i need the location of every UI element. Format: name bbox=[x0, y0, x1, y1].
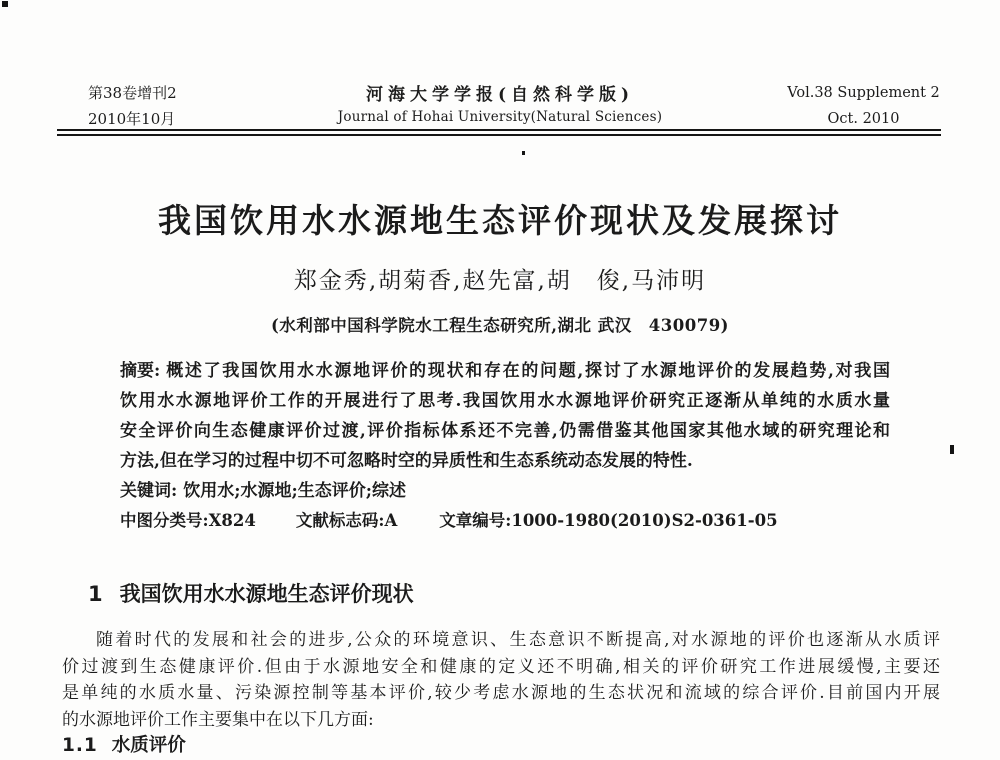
keywords-line bbox=[120, 476, 890, 506]
clc-label: 中图分类号: bbox=[120, 511, 209, 530]
scan-artifact bbox=[950, 445, 954, 454]
body-line: 是单纯的水质水量、污染源控制等基本评价,较少考虑水源地的生态状况和流域的综合评价.目前国内开展 bbox=[62, 683, 940, 703]
scan-artifact bbox=[522, 151, 525, 155]
date-en: Oct. 2010 bbox=[827, 111, 900, 127]
section-1-number: 1 bbox=[88, 582, 103, 606]
section-1-1-title: 水质评价 bbox=[111, 735, 186, 756]
article-id-value: 1000-1980(2010)S2-0361-05 bbox=[511, 511, 778, 530]
doc-code-label: 文献标志码: bbox=[295, 511, 385, 530]
abstract-block bbox=[120, 356, 890, 536]
journal-title-cn: 河海大学学报(自然科学版) bbox=[365, 85, 635, 105]
section-1-title: 我国饮用水水源地生态评价现状 bbox=[119, 582, 414, 606]
header-double-rule bbox=[57, 129, 941, 136]
section-1-1-number: 1.1 bbox=[62, 735, 98, 756]
keywords-text: 饮用水;水源地;生态评价;综述 bbox=[183, 481, 407, 501]
abstract-text: 概述了我国饮用水水源地评价的现状和存在的问题,探讨了水源地评价的发展趋势,对我国 bbox=[166, 361, 890, 381]
classification-line bbox=[120, 506, 890, 536]
abstract-line: 方法,但在学习的过程中切不可忽略时空的异质性和生态系统动态发展的特性. bbox=[120, 451, 693, 471]
article-id-label: 文章编号: bbox=[439, 511, 512, 530]
body-paragraph bbox=[62, 627, 940, 733]
scan-artifact bbox=[2, 1, 8, 7]
article-authors: 郑金秀,胡菊香,赵先富,胡 俊,马沛明 bbox=[293, 268, 707, 294]
body-line: 随着时代的发展和社会的进步,公众的环境意识、生态意识不断提高,对水源地的评价也逐渐从水质评 bbox=[96, 630, 940, 650]
spacer bbox=[256, 506, 296, 536]
abstract-line bbox=[120, 356, 890, 386]
article-affiliation: (水利部中国科学院水工程生态研究所,湖北 武汉 430079) bbox=[271, 316, 729, 335]
spacer bbox=[397, 506, 439, 536]
header-volume-en-block bbox=[786, 80, 941, 132]
body-line: 价过渡到生态健康评价.但由于水源地安全和健康的定义还不明确,相关的评价研究工作进展缓慢,主要还 bbox=[62, 656, 940, 677]
doc-code-value: A bbox=[384, 511, 398, 530]
keywords-label: 关键词: bbox=[120, 481, 184, 501]
journal-title-en: Journal of Hohai University(Natural Sciences) bbox=[337, 109, 663, 125]
abstract-label: 摘要: bbox=[120, 361, 167, 381]
abstract-line: 饮用水水源地评价工作的开展进行了思考.我国饮用水水源地评价研究正逐渐从单纯的水质水量 bbox=[120, 391, 890, 411]
abstract-line: 安全评价向生态健康评价过渡,评价指标体系还不完善,仍需借鉴其他国家其他水域的研究理论和 bbox=[120, 421, 890, 441]
article-title: 我国饮用水水源地生态评价现状及发展探讨 bbox=[158, 201, 842, 240]
body-line: 的水源地评价工作主要集中在以下几方面: bbox=[62, 709, 374, 730]
clc-value: X824 bbox=[208, 511, 256, 530]
section-1-1-heading bbox=[62, 731, 186, 757]
date-cn: 2010年10月 bbox=[88, 110, 176, 128]
section-1-heading bbox=[88, 578, 414, 608]
volume-en: Vol.38 Supplement 2 bbox=[787, 85, 940, 101]
volume-cn: 第38卷增刊2 bbox=[88, 84, 177, 102]
